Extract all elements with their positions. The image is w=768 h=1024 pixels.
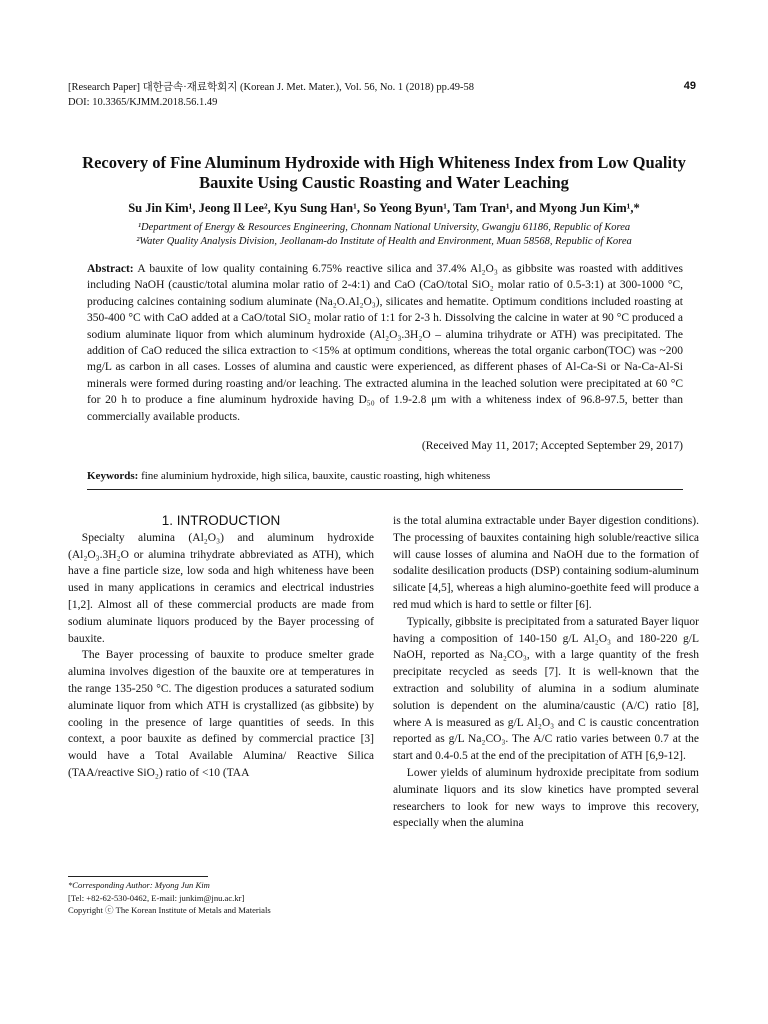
- separator-rule: [87, 489, 683, 490]
- section-heading: 1. INTRODUCTION: [161, 513, 281, 528]
- footnote: [68, 879, 271, 917]
- paper-title: [60, 153, 708, 193]
- contact-info: [Tel: +82-62-530-0462, E-mail: junkim@jnu.ac.kr]: [68, 892, 245, 903]
- page-number: 49: [683, 80, 696, 92]
- journal-citation: [Research Paper] 대한금속·재료학회지 (Korean J. Met. Mater.), Vol. 56, No. 1 (2018) pp.49-58: [68, 82, 475, 93]
- corresponding-author: *Corresponding Author: Myong Jun Kim: [68, 880, 210, 890]
- copyright: Copyright ⓒ The Korean Institute of Metals and Materials: [68, 905, 271, 915]
- keywords: [87, 470, 490, 482]
- paragraph: Typically, gibbsite is precipitated from a saturated Bayer liquor having a composition of 140-150 g/L Al₂O₃ and 180-220 g/L NaOH, reported as Na₂CO₃, with a large quantity of the fresh precipitate recycled as seeds [7]. It is well-known that the extraction and solubility of alumina in a sodium aluminate solution is dependent on the alumina/caustic (A/C) ratio [8], where A is measured as g/L Al₂O₃ and C is caustic concentration reported as g/L Na₂CO₃. The A/C ratio varies between 0.7 at the start and 0.4-0.5 at the end of the precipitation of ATH [6,9-12].: [393, 615, 699, 763]
- received-dates: (Received May 11, 2017; Accepted September 29, 2017): [421, 440, 683, 452]
- title-line-1: Recovery of Fine Aluminum Hydroxide with High Whiteness Index from Low Quality: [82, 153, 686, 172]
- paragraph: Lower yields of aluminum hydroxide precipitate from sodium aluminate liquors and its slow kinetics have prompted several researchers to look for new ways to improve this recovery, especially when the alumina: [393, 766, 699, 830]
- abstract: [87, 261, 683, 425]
- paragraph: The Bayer processing of bauxite to produce smelter grade alumina involves digestion of the bauxite ore at temperatures in the range 135-250 °C. The digestion produces a saturated sodium aluminate liquor from which ATH is crystallized (as gibbsite) by cooling in the presence of large quantities of seeds. In this context, a poor bauxite as defined by commercial practice [3] would have a Total Available Alumina/ Reactive Silica (TAA/reactive SiO₂) ratio of <10 (TAA: [68, 649, 374, 779]
- affiliation-1: ¹Department of Energy & Resources Engineering, Chonnam National University, Gwangju 61186, Republic of Korea: [137, 222, 631, 233]
- abstract-label: Abstract:: [87, 263, 134, 275]
- author-list: Su Jin Kim¹, Jeong Il Lee², Kyu Sung Han¹, So Yeong Byun¹, Tam Tran¹, and Myong Jun Kim¹,*: [128, 201, 640, 215]
- running-header: [68, 80, 474, 110]
- keywords-label: Keywords:: [87, 470, 139, 482]
- right-column: [393, 513, 699, 832]
- footnote-rule: [68, 876, 208, 877]
- affiliation-2: ²Water Quality Analysis Division, Jeollanam-do Institute of Health and Environment, Muan 58568, Republic of Korea: [136, 236, 632, 247]
- keywords-text: fine aluminium hydroxide, high silica, bauxite, caustic roasting, high whiteness: [141, 470, 491, 482]
- doi: DOI: 10.3365/KJMM.2018.56.1.49: [68, 97, 218, 108]
- abstract-text: A bauxite of low quality containing 6.75% reactive silica and 37.4% Al₂O₃ as gibbsite was roasted with additives including NaOH (caustic/total alumina molar ratio of 2-4:1) and CaO (CaO/total SiO₂ molar ratio of 0.5-3:1) at 300-1000 °C, producing calcines containing sodium aluminate (Na₂O.Al₂O₃), silicates and hematite. Optimum conditions included roasting at 350-400 °C with CaO added at a CaO/total SiO₂ molar ratio of 1:1 for 2-3 h. Dissolving the calcine in water at 90 °C produced a sodium aluminate liquor from which aluminum hydroxide (Al₂O₃.3H₂O – alumina trihydrate or ATH) was precipitated. The addition of CaO reduced the silica extraction to <15% at optimum conditions, whereas the total organic carbon(TOC) was ~200 mg/L as carbon in all cases. Losses of alumina and caustic were experienced, as different phases of Al-Ca-Si or Na-Ca-Al-Si minerals were formed during roasting and/or leaching. The extracted alumina in the leached solution were precipitated at 60 °C for 20 h to produce a fine aluminum hydroxide having D₅₀ of 1.9-2.8 μm with a whiteness index of 96.8-97.5, better than commercially available products.: [87, 263, 683, 423]
- left-column: [68, 513, 374, 782]
- title-line-2: Bauxite Using Caustic Roasting and Water Leaching: [199, 173, 569, 192]
- paragraph: Specialty alumina (Al₂O₃) and aluminum hydroxide (Al₂O₃.3H₂O or alumina trihydrate abbreviated as ATH), which have a fine particle size, low soda and high whiteness have been used in many applications in ceramics and electrical industries [1,2]. Almost all of these commercial products are made from sodium aluminate liquors produced by the Bayer processing of bauxite.: [68, 531, 374, 645]
- paragraph: is the total alumina extractable under Bayer digestion conditions). The processing of bauxites containing high soluble/reactive silica will cause losses of alumina and NaOH due to the formation of sodalite desilication products (DSP) containing sodium-aluminum silicate [4,5], whereas a high alumino-goethite feed will produce a red mud which is hard to settle or filter [6].: [393, 515, 699, 611]
- affiliations: [68, 221, 700, 249]
